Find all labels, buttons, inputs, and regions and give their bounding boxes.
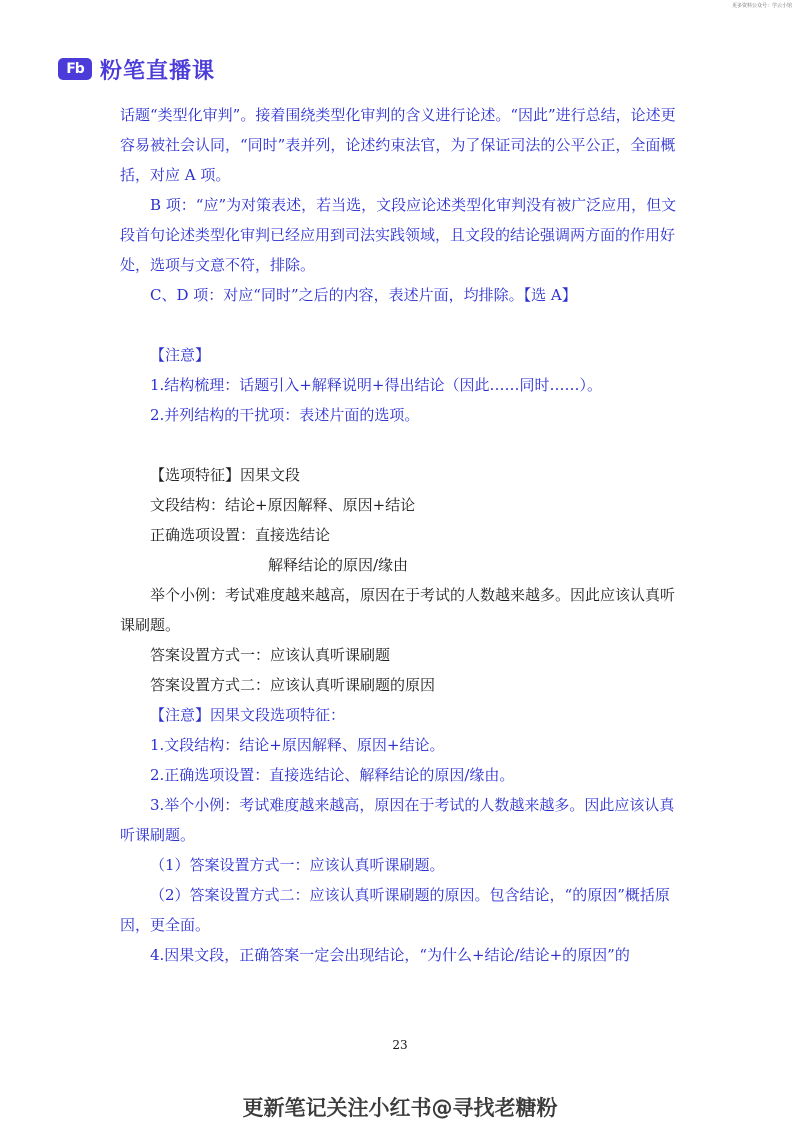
top-note: 更多资料公众号：学云小馆 [731, 3, 792, 9]
footer-watermark: 更新笔记关注小红书@寻找老糖粉 [242, 1096, 558, 1120]
answer-method-1: 答案设置方式一：应该认真听课刷题 [150, 646, 391, 664]
note2-item-3-2: （2）答案设置方式二：应该认真听课刷题的原因。包含结论，“的原因”概括原因，更全面。 [120, 886, 670, 934]
answer-method-2: 答案设置方式二：应该认真听课刷题的原因 [150, 676, 436, 694]
correct-option-setting: 正确选项设置：直接选结论 [150, 526, 331, 544]
note-item-2: 2.并列结构的干扰项：表述片面的选项。 [150, 406, 420, 424]
brand-name: 粉笔直播课 [100, 58, 216, 84]
option-feature-heading: 【选项特征】因果文段 [150, 466, 301, 484]
document-body [120, 100, 680, 970]
brand-header [58, 56, 215, 82]
note2-item-1: 1.文段结构：结论+原因解释、原因+结论。 [150, 736, 445, 754]
paragraph-analysis-a: 话题“类型化审判”。接着围绕类型化审判的含义进行论述。“因此”进行总结，论述更容易被社会认同，“同时”表并列，论述约束法官，为了保证司法的公平公正，全面概括，对应 A 项。 [120, 106, 676, 184]
note-item-1: 1.结构梳理：话题引入+解释说明+得出结论（因此……同时……）。 [150, 376, 602, 394]
note-heading: 【注意】 [150, 346, 211, 364]
fenbi-logo-icon: Fb [58, 58, 92, 80]
note2-item-3-1: （1）答案设置方式一：应该认真听课刷题。 [150, 856, 445, 874]
paragraph-option-b: B 项：“应”为对策表述，若当选，文段应论述类型化审判没有被广泛应用，但文段首句论述类型化审判已经应用到司法实践领域，且文段的结论强调两方面的作用好处，选项与文意不符，排除。 [120, 196, 677, 274]
note2-item-4: 4.因果文段，正确答案一定会出现结论，“为什么+结论/结论+的原因”的 [150, 946, 630, 964]
note2-item-3: 3.举个小例：考试难度越来越高，原因在于考试的人数越来越多。因此应该认真听课刷题。 [120, 796, 675, 844]
passage-structure: 文段结构：结论+原因解释、原因+结论 [150, 496, 416, 514]
note2-item-2: 2.正确选项设置：直接选结论、解释结论的原因/缘由。 [150, 766, 515, 784]
example-paragraph: 举个小例：考试难度越来越高，原因在于考试的人数越来越多。因此应该认真听课刷题。 [120, 586, 676, 634]
correct-option-setting-2: 解释结论的原因/缘由 [268, 556, 409, 574]
note-heading-2: 【注意】因果文段选项特征： [150, 706, 346, 724]
page-number: 23 [392, 1038, 408, 1052]
paragraph-option-cd: C、D 项：对应“同时”之后的内容，表述片面，均排除。【选 A】 [150, 286, 577, 304]
